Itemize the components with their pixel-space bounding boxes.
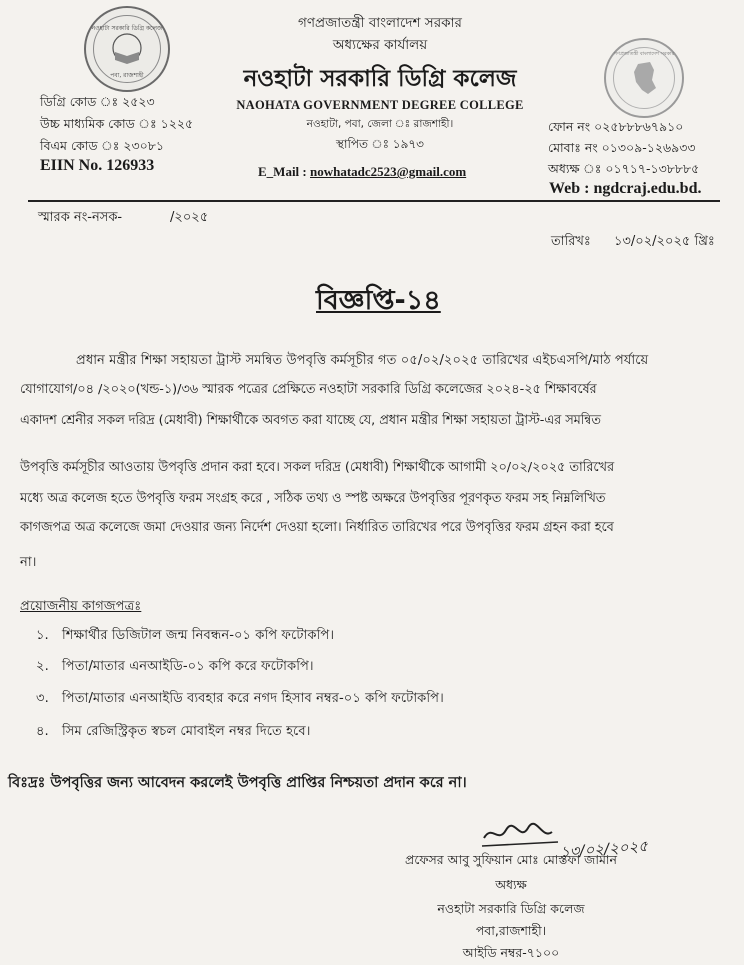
bm-code: বিএম কোড ঃ ২৩০৮১ (40, 138, 165, 153)
phone-number: ফোন নং ০২৫৮৮৮৬৭৯১০ (548, 119, 684, 134)
college-name-english: NAOHATA GOVERNMENT DEGREE COLLEGE (236, 98, 524, 112)
college-name-bengali: নওহাটা সরকারি ডিগ্রি কলেজ (243, 66, 517, 92)
seal-left-text: নওহাটা সরকারি ডিগ্রি কলেজ (91, 25, 163, 32)
email-line (258, 164, 466, 180)
college-seal-left (84, 6, 170, 92)
document-item (36, 656, 314, 678)
government-seal-right (604, 38, 684, 118)
document-number: ২. (36, 659, 49, 674)
document-text: শিক্ষার্থীর ডিজিটাল জন্ম নিবন্ধন-০১ কপি ফটোকপি। (62, 628, 335, 643)
email-label: E_Mail : (258, 164, 310, 179)
seal-left-subtext: পবা, রাজশাহী (110, 72, 144, 79)
body-line-7: না। (20, 555, 37, 570)
date-value: ১৩/০২/২০২৫ খ্রিঃ (614, 234, 715, 249)
signatory-location: পবা,রাজশাহী। (475, 923, 547, 938)
memo-reference: স্মারক নং-নসক- (38, 210, 123, 225)
document-item (36, 625, 334, 647)
document-item (36, 721, 310, 743)
seal-right-text: গণপ্রজাতন্ত্রী বাংলাদেশ সরকার (613, 51, 675, 57)
body-line-1: প্রধান মন্ত্রীর শিক্ষা সহায়তা ট্রাস্ট সমন্বিত উপবৃত্তি কর্মসূচীর গত ০৫/০২/২০২৫ তারিখের এইচএসপি/মাঠ পর্যায়ে (76, 353, 649, 368)
date-label: তারিখঃ (551, 234, 591, 249)
government-title: গণপ্রজাতন্ত্রী বাংলাদেশ সরকার (298, 15, 462, 31)
document-text: সিম রেজিস্ট্রিকৃত স্বচল মোবাইল নম্বর দিতে হবে। (62, 724, 311, 739)
document-item (36, 688, 444, 710)
body-line-5: মধ্যে অত্র কলেজ হতে উপবৃত্তি ফরম সংগ্রহ করে , সঠিক তথ্য ও স্পষ্ট অক্ষরে উপবৃত্তির পূরণকৃত ফরম সহ নিম্নলিখিত (20, 491, 606, 506)
memo-year: /২০২৫ (170, 210, 209, 225)
hsc-code: উচ্চ মাধ্যমিক কোড ঃ ১২২৫ (40, 116, 194, 131)
body-line-3: একাদশ শ্রেনীর সকল দরিদ্র (মেধাবী) শিক্ষার্থীকে অবগত করা যাচ্ছে যে, প্রধান মন্ত্রীর শিক্ষা সহায়তা ট্রাস্ট-এর সমন্বিত (20, 413, 601, 428)
document-number: ১. (36, 628, 49, 643)
notice-title: বিজ্ঞপ্তি-১৪ (316, 285, 441, 316)
principal-phone: অধ্যক্ষ ঃ ০১৭১৭-১৩৮৮৮৫ (548, 161, 700, 176)
website[interactable]: Web : ngdcraj.edu.bd. (549, 180, 702, 197)
email-address[interactable]: nowhatadc2523@gmail.com (310, 164, 467, 179)
disclaimer-note: বিঃদ্রঃ উপবৃত্তির জন্য আবেদন করলেই উপবৃত্তি প্রাপ্তির নিশ্চয়তা প্রদান করে না। (8, 775, 467, 791)
handwritten-date: ১৩/০২/২০২৫ (559, 836, 649, 862)
header-divider (28, 200, 720, 202)
office-title: অধ্যক্ষের কার্যালয় (332, 37, 428, 53)
document-number: ৪. (36, 724, 49, 739)
document-text: পিতা/মাতার এনআইডি ব্যবহার করে নগদ হিসাব নম্বর-০১ কপি ফটোকপি। (62, 691, 444, 706)
document-number: ৩. (36, 691, 49, 706)
body-line-6: কাগজপত্র অত্র কলেজে জমা দেওয়ার জন্য নির্দেশ দেওয়া হলো। নির্ধারিত তারিখের পরে উপবৃত্তির ফরম গ্রহন করা হবে (20, 520, 614, 535)
signatory-name: প্রফেসর আবু সুফিয়ান মোঃ মোস্তফা জামান (405, 852, 617, 867)
document-text: পিতা/মাতার এনআইডি-০১ কপি করে ফটোকপি। (62, 659, 314, 674)
college-address: নওহাটা, পবা, জেলা ঃ রাজশাহী। (306, 118, 454, 130)
body-line-4: উপবৃত্তি কর্মসূচীর আওতায় উপবৃত্তি প্রদান করা হবে। সকল দরিদ্র (মেধাবী) শিক্ষার্থীকে আগামী ২০/০২/২০২৫ তারিখের (20, 460, 614, 475)
body-line-2: যোগাযোগ/০৪ /২০২০(খন্ড-১)/৩৬ স্মারক পত্রের প্রেক্ষিতে নওহাটা সরকারি ডিগ্রি কলেজের ২০২৪-২৫ শিক্ষাবর্ষের (20, 382, 597, 397)
established-year: স্থাপিত ঃ ১৯৭৩ (336, 137, 424, 151)
degree-code: ডিগ্রি কোড ঃ ২৫২৩ (40, 94, 155, 109)
documents-heading: প্রয়োজনীয় কাগজপত্রঃ (20, 599, 142, 614)
eiin-number: EIIN No. 126933 (40, 157, 155, 174)
signatory-designation: অধ্যক্ষ (495, 877, 527, 892)
signatory-id: আইডি নম্বর-৭১০০ (462, 945, 560, 960)
mobile-number: মোবাঃ নং ০১৩০৯-১২৬৯৩৩ (548, 140, 696, 155)
signatory-college: নওহাটা সরকারি ডিগ্রি কলেজ (437, 901, 585, 916)
